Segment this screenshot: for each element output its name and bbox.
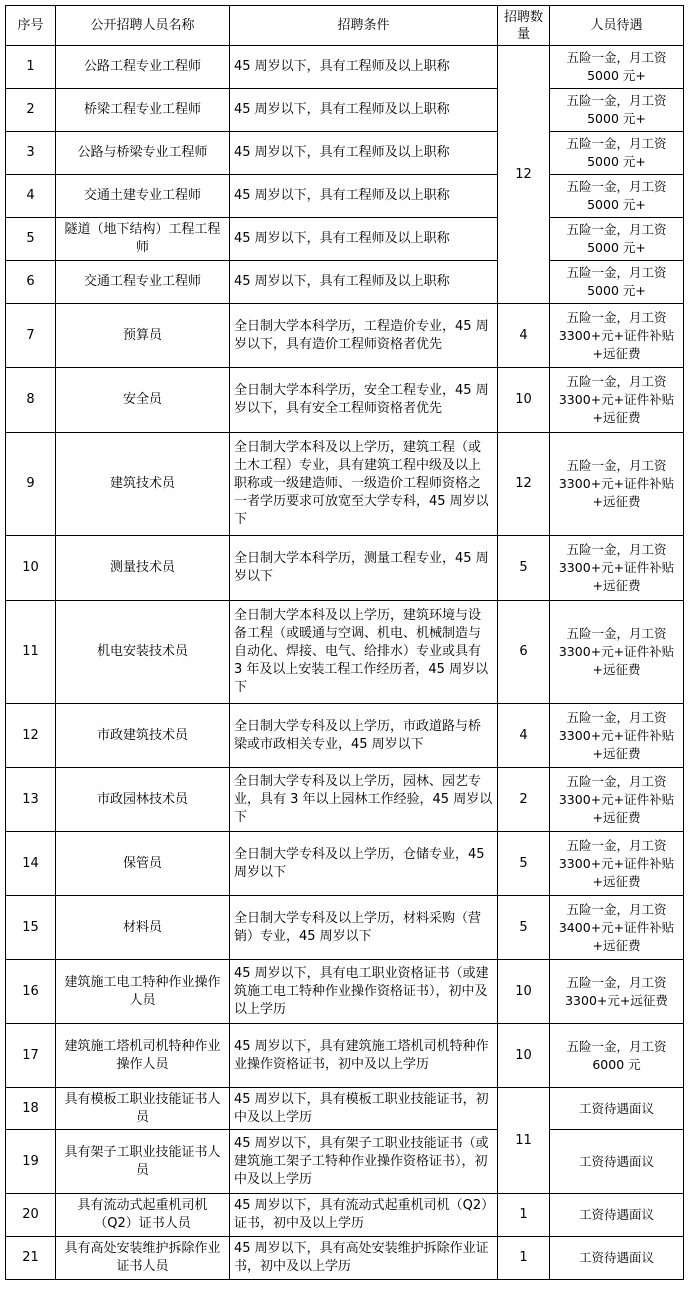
row-position: 保管员 <box>56 832 230 896</box>
table-row <box>6 960 684 1024</box>
header-requirements: 招聘条件 <box>230 6 498 46</box>
row-position: 具有架子工职业技能证书人员 <box>56 1130 230 1194</box>
row-position: 交通工程专业工程师 <box>56 261 230 304</box>
row-benefits: 五险一金，月工资3400+元+证件补贴+远征费 <box>550 896 684 960</box>
row-benefits: 五险一金，月工资3300+元+证件补贴+远征费 <box>550 704 684 768</box>
row-benefits: 五险一金，月工资5000 元+ <box>550 218 684 261</box>
header-count: 招聘数量 <box>498 6 550 46</box>
row-position: 公路与桥梁专业工程师 <box>56 132 230 175</box>
row-index: 8 <box>6 368 56 433</box>
table-row <box>6 433 684 536</box>
header-index: 序号 <box>6 6 56 46</box>
row-count: 10 <box>498 1024 550 1088</box>
table-row <box>6 368 684 433</box>
row-count: 12 <box>498 433 550 536</box>
table-row <box>6 704 684 768</box>
row-index: 5 <box>6 218 56 261</box>
row-requirements: 45 周岁以下，具有工程师及以上职称 <box>230 132 498 175</box>
row-position: 建筑施工塔机司机特种作业操作人员 <box>56 1024 230 1088</box>
row-count: 12 <box>498 46 550 304</box>
header-position: 公开招聘人员名称 <box>56 6 230 46</box>
row-count: 5 <box>498 536 550 601</box>
table-row <box>6 304 684 368</box>
row-index: 13 <box>6 768 56 832</box>
row-requirements: 全日制大学本科学历，工程造价专业，45 周岁以下，具有造价工程师资格者优先 <box>230 304 498 368</box>
row-count: 4 <box>498 304 550 368</box>
row-requirements: 45 周岁以下，具有电工职业资格证书（或建筑施工电工特种作业操作资格证书），初中及以上学历 <box>230 960 498 1024</box>
row-index: 14 <box>6 832 56 896</box>
row-benefits: 工资待遇面议 <box>550 1130 684 1194</box>
row-requirements: 45 周岁以下，具有流动式起重机司机（Q2）证书，初中及以上学历 <box>230 1194 498 1237</box>
row-position: 建筑技术员 <box>56 433 230 536</box>
table-row <box>6 89 684 132</box>
row-requirements: 45 周岁以下，具有模板工职业技能证书，初中及以上学历 <box>230 1088 498 1130</box>
row-position: 隧道（地下结构）工程工程师 <box>56 218 230 261</box>
row-position: 机电安装技术员 <box>56 601 230 704</box>
row-benefits: 五险一金，月工资5000 元+ <box>550 89 684 132</box>
row-position: 材料员 <box>56 896 230 960</box>
table-row <box>6 261 684 304</box>
row-requirements: 全日制大学本科及以上学历，建筑环境与设备工程（或暖通与空调、机电、机械制造与自动化、焊接、电气、给排水）专业或具有 3 年及以上安装工程工作经历者，45 周岁以下 <box>230 601 498 704</box>
row-benefits: 五险一金，月工资5000 元+ <box>550 175 684 218</box>
row-benefits: 五险一金，月工资5000 元+ <box>550 46 684 89</box>
row-count: 10 <box>498 368 550 433</box>
row-requirements: 全日制大学本科及以上学历，建筑工程（或土木工程）专业，具有建筑工程中级及以上职称或一级建造师、一级造价工程师资格之一者学历要求可放宽至大学专科，45 周岁以下 <box>230 433 498 536</box>
row-position: 市政园林技术员 <box>56 768 230 832</box>
row-benefits: 五险一金，月工资6000 元 <box>550 1024 684 1088</box>
table-row <box>6 175 684 218</box>
row-benefits: 五险一金，月工资5000 元+ <box>550 132 684 175</box>
row-index: 2 <box>6 89 56 132</box>
row-index: 1 <box>6 46 56 89</box>
row-position: 具有流动式起重机司机（Q2）证书人员 <box>56 1194 230 1237</box>
row-index: 12 <box>6 704 56 768</box>
row-requirements: 45 周岁以下，具有高处安装维护拆除作业证书，初中及以上学历 <box>230 1237 498 1280</box>
row-index: 7 <box>6 304 56 368</box>
table-row <box>6 1088 684 1130</box>
recruitment-table <box>5 5 684 1280</box>
row-benefits: 五险一金，月工资3300+元+证件补贴+远征费 <box>550 536 684 601</box>
table-row <box>6 832 684 896</box>
row-index: 10 <box>6 536 56 601</box>
table-row <box>6 1024 684 1088</box>
row-index: 4 <box>6 175 56 218</box>
row-index: 11 <box>6 601 56 704</box>
row-requirements: 全日制大学专科及以上学历，仓储专业，45 周岁以下 <box>230 832 498 896</box>
row-position: 建筑施工电工特种作业操作人员 <box>56 960 230 1024</box>
table-row <box>6 601 684 704</box>
table-row <box>6 1130 684 1194</box>
table-row <box>6 768 684 832</box>
row-benefits: 五险一金，月工资3300+元+证件补贴+远征费 <box>550 304 684 368</box>
row-index: 15 <box>6 896 56 960</box>
row-benefits: 五险一金，月工资3300+元+证件补贴+远征费 <box>550 832 684 896</box>
row-benefits: 工资待遇面议 <box>550 1088 684 1130</box>
row-requirements: 全日制大学本科学历，安全工程专业，45 周岁以下，具有安全工程师资格者优先 <box>230 368 498 433</box>
row-index: 16 <box>6 960 56 1024</box>
row-benefits: 五险一金，月工资5000 元+ <box>550 261 684 304</box>
row-benefits: 五险一金，月工资3300+元+证件补贴+远征费 <box>550 368 684 433</box>
header-benefits: 人员待遇 <box>550 6 684 46</box>
row-index: 20 <box>6 1194 56 1237</box>
row-position: 安全员 <box>56 368 230 433</box>
row-position: 桥梁工程专业工程师 <box>56 89 230 132</box>
row-requirements: 45 周岁以下，具有架子工职业技能证书（或建筑施工架子工特种作业操作资格证书），初中及以上学历 <box>230 1130 498 1194</box>
table-row <box>6 536 684 601</box>
row-benefits: 五险一金，月工资3300+元+证件补贴+远征费 <box>550 433 684 536</box>
row-index: 18 <box>6 1088 56 1130</box>
row-count: 1 <box>498 1237 550 1280</box>
row-benefits: 五险一金，月工资3300+元+证件补贴+远征费 <box>550 601 684 704</box>
table-row <box>6 1194 684 1237</box>
table-row <box>6 218 684 261</box>
row-requirements: 45 周岁以下，具有工程师及以上职称 <box>230 89 498 132</box>
row-count: 10 <box>498 960 550 1024</box>
row-position: 具有高处安装维护拆除作业证书人员 <box>56 1237 230 1280</box>
row-index: 17 <box>6 1024 56 1088</box>
row-count: 5 <box>498 896 550 960</box>
row-index: 6 <box>6 261 56 304</box>
table-row <box>6 1237 684 1280</box>
row-position: 测量技术员 <box>56 536 230 601</box>
row-requirements: 45 周岁以下，具有工程师及以上职称 <box>230 46 498 89</box>
row-benefits: 五险一金，月工资3300+元+证件补贴+远征费 <box>550 768 684 832</box>
row-index: 19 <box>6 1130 56 1194</box>
row-count: 2 <box>498 768 550 832</box>
table-row <box>6 132 684 175</box>
row-count: 6 <box>498 601 550 704</box>
row-position: 交通土建专业工程师 <box>56 175 230 218</box>
row-benefits: 工资待遇面议 <box>550 1237 684 1280</box>
row-requirements: 全日制大学专科及以上学历，园林、园艺专业，具有 3 年以上园林工作经验，45 周岁以下 <box>230 768 498 832</box>
row-count: 1 <box>498 1194 550 1237</box>
row-requirements: 45 周岁以下，具有工程师及以上职称 <box>230 261 498 304</box>
row-requirements: 45 周岁以下，具有建筑施工塔机司机特种作业操作资格证书，初中及以上学历 <box>230 1024 498 1088</box>
row-benefits: 五险一金，月工资3300+元+远征费 <box>550 960 684 1024</box>
row-index: 3 <box>6 132 56 175</box>
row-requirements: 全日制大学本科学历，测量工程专业，45 周岁以下 <box>230 536 498 601</box>
row-index: 21 <box>6 1237 56 1280</box>
table-row <box>6 896 684 960</box>
row-position: 市政建筑技术员 <box>56 704 230 768</box>
row-requirements: 全日制大学专科及以上学历，市政道路与桥梁或市政相关专业，45 周岁以下 <box>230 704 498 768</box>
row-index: 9 <box>6 433 56 536</box>
row-requirements: 45 周岁以下，具有工程师及以上职称 <box>230 218 498 261</box>
row-position: 公路工程专业工程师 <box>56 46 230 89</box>
row-requirements: 全日制大学专科及以上学历，材料采购（营销）专业，45 周岁以下 <box>230 896 498 960</box>
row-requirements: 45 周岁以下，具有工程师及以上职称 <box>230 175 498 218</box>
row-benefits: 工资待遇面议 <box>550 1194 684 1237</box>
row-count: 4 <box>498 704 550 768</box>
row-position: 具有模板工职业技能证书人员 <box>56 1088 230 1130</box>
row-count: 5 <box>498 832 550 896</box>
row-count: 11 <box>498 1088 550 1194</box>
table-row <box>6 46 684 89</box>
row-position: 预算员 <box>56 304 230 368</box>
